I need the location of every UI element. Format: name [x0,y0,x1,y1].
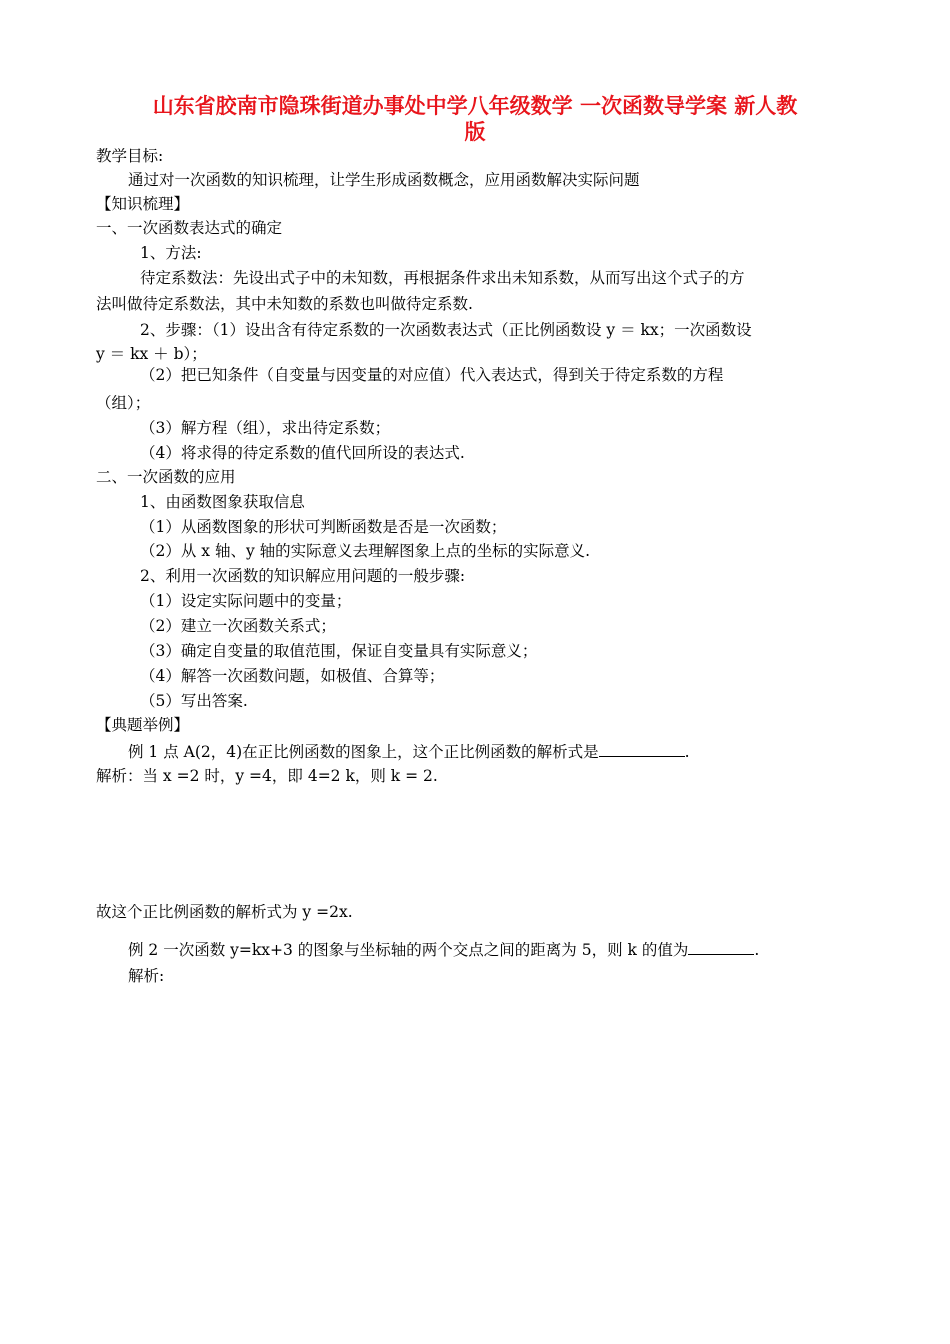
example-1-conclusion: 故这个正比例函数的解析式为 y =2x. [96,903,353,921]
heading-expression: 一、一次函数表达式的确定 [96,219,283,237]
answer-blank-2[interactable] [688,940,754,955]
document-title-line-1: 山东省胶南市隐珠街道办事处中学八年级数学 一次函数导学案 新人教 [152,94,798,118]
step-3: （3）解方程（组），求出待定系数； [140,419,391,437]
method-text-line-2: 法叫做待定系数法，其中未知数的系数也叫做待定系数. [96,295,473,313]
application-step-5: （5）写出答案. [140,692,248,710]
application-step-2: （2）建立一次函数关系式； [140,617,336,635]
objective-text: 通过对一次函数的知识梳理，让学生形成函数概念，应用函数解决实际问题 [128,171,640,189]
objective-label: 教学目标: [96,147,164,165]
example-2-period: . [754,941,760,959]
answer-blank-1[interactable] [599,742,685,757]
steps-line-1: 2、步骤：（1）设出含有待定系数的一次函数表达式（正比例函数设 y ＝ kx；一次函数设 [140,321,752,339]
application-step-1: （1）设定实际问题中的变量； [140,592,352,610]
example-2-question: 例 2 一次函数 y=kx+3 的图象与坐标轴的两个交点之间的距离为 5，则 k 的值为 [128,941,689,959]
application-graph-item-2: （2）从 x 轴、y 轴的实际意义去理解图象上点的坐标的实际意义. [140,542,591,560]
heading-application: 二、一次函数的应用 [96,468,236,486]
example-2-solution: 解析: [128,967,165,985]
section-knowledge-heading: 【知识梳理】 [96,195,190,213]
section-examples-heading: 【典题举例】 [96,716,190,734]
application-step-3: （3）确定自变量的取值范围，保证自变量具有实际意义； [140,642,538,660]
application-steps-heading: 2、利用一次函数的知识解应用问题的一般步骤: [140,567,466,585]
application-graph-item-1: （1）从函数图象的形状可判断函数是否是一次函数； [140,518,507,536]
example-1-solution: 解析：当 x =2 时，y =4，即 4=2 k，则 k = 2. [96,767,438,785]
application-step-4: （4）解答一次函数问题，如极值、合算等； [140,667,445,685]
method-heading: 1、方法: [140,244,202,262]
example-1-question: 例 1 点 A(2，4)在正比例函数的图象上，这个正比例函数的解析式是 [128,743,599,761]
step-2-line-1: （2）把已知条件（自变量与因变量的对应值）代入表达式，得到关于待定系数的方程 [140,366,724,384]
step-2-line-2: （组）； [96,394,151,412]
document-title-line-2: 版 [464,120,486,144]
example-2 [128,940,759,960]
method-text-line-1: 待定系数法：先设出式子中的未知数，再根据条件求出未知系数，从而写出这个式子的方 [140,269,745,287]
application-graph-heading: 1、由函数图象获取信息 [140,493,305,511]
steps-line-2: y ＝ kx ＋ b）； [96,345,207,363]
example-1-period: . [684,743,690,761]
step-4: （4）将求得的待定系数的值代回所设的表达式. [140,444,465,462]
example-1 [128,742,690,762]
